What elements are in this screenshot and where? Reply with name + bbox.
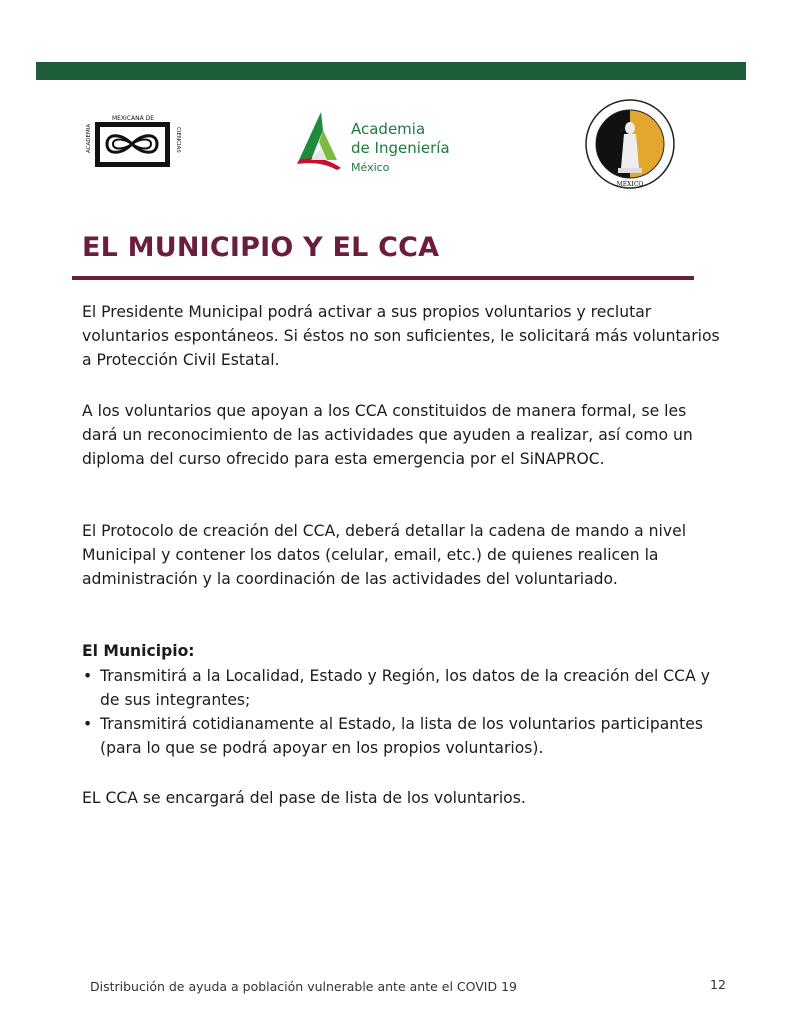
ai-name-prefix: de (351, 139, 375, 157)
ai-name-main: Ingeniería (374, 139, 450, 157)
ai-emblem-icon (293, 108, 349, 172)
municipio-list (82, 664, 732, 760)
svg-text:CIENCIAS: CIENCIAS (175, 127, 181, 153)
ai-name-line1: Academia (351, 120, 426, 138)
list-item (82, 712, 732, 760)
svg-text:MÉXICO: MÉXICO (616, 181, 644, 188)
municipio-heading: El Municipio: (82, 642, 195, 660)
bullet-icon: • (83, 667, 93, 685)
svg-text:ACADEMIA: ACADEMIA (86, 123, 92, 153)
list-item (82, 664, 732, 712)
header-bar (36, 62, 746, 80)
footer-text: Distribución de ayuda a población vulnerable ante ante el COVID 19 (90, 979, 517, 994)
bullet-icon: • (83, 715, 93, 733)
ai-name-line2 (351, 139, 483, 175)
list-item-text: Transmitirá cotidianamente al Estado, la lista de los voluntarios participantes (para lo que se podrá apoyar en los propios voluntarios). (100, 715, 704, 757)
page-title: EL MUNICIPIO Y EL CCA (82, 232, 440, 263)
title-underline (72, 276, 694, 280)
ai-name-country: México (351, 161, 390, 174)
list-item-text: Transmitirá a la Localidad, Estado y Región, los datos de la creación del CCA y de sus integrantes; (100, 667, 710, 709)
page-number: 12 (710, 977, 726, 992)
anm-seal-icon (584, 98, 676, 190)
paragraph-protocol: El Protocolo de creación del CCA, deberá detallar la cadena de mando a nivel Municipal y contener los datos (celular, email, etc.) de quienes realicen la administración y la coordinación de las actividades del voluntariado. (82, 522, 687, 588)
academia-mexicana-de-ciencias-logo (85, 113, 182, 175)
academia-nacional-de-medicina-logo (584, 98, 676, 190)
paragraph-recognition: A los voluntarios que apoyan a los CCA constituidos de manera formal, se les dará un reconocimiento de las actividades que ayuden a realizar, así como un diploma del curso ofrecido para esta emergencia por el SiNAPROC. (82, 402, 693, 468)
svg-text:MEXICANA DE: MEXICANA DE (111, 115, 155, 122)
paragraph-president: El Presidente Municipal podrá activar a sus propios voluntarios y reclutar voluntarios espontáneos. Si éstos no son suficientes, le solicitará más voluntarios a Protección Civil Estatal. (82, 303, 720, 369)
amc-emblem-icon (85, 113, 182, 175)
paragraph-closing: EL CCA se encargará del pase de lista de los voluntarios. (82, 789, 526, 807)
academia-de-ingenieria-logo (293, 108, 483, 172)
